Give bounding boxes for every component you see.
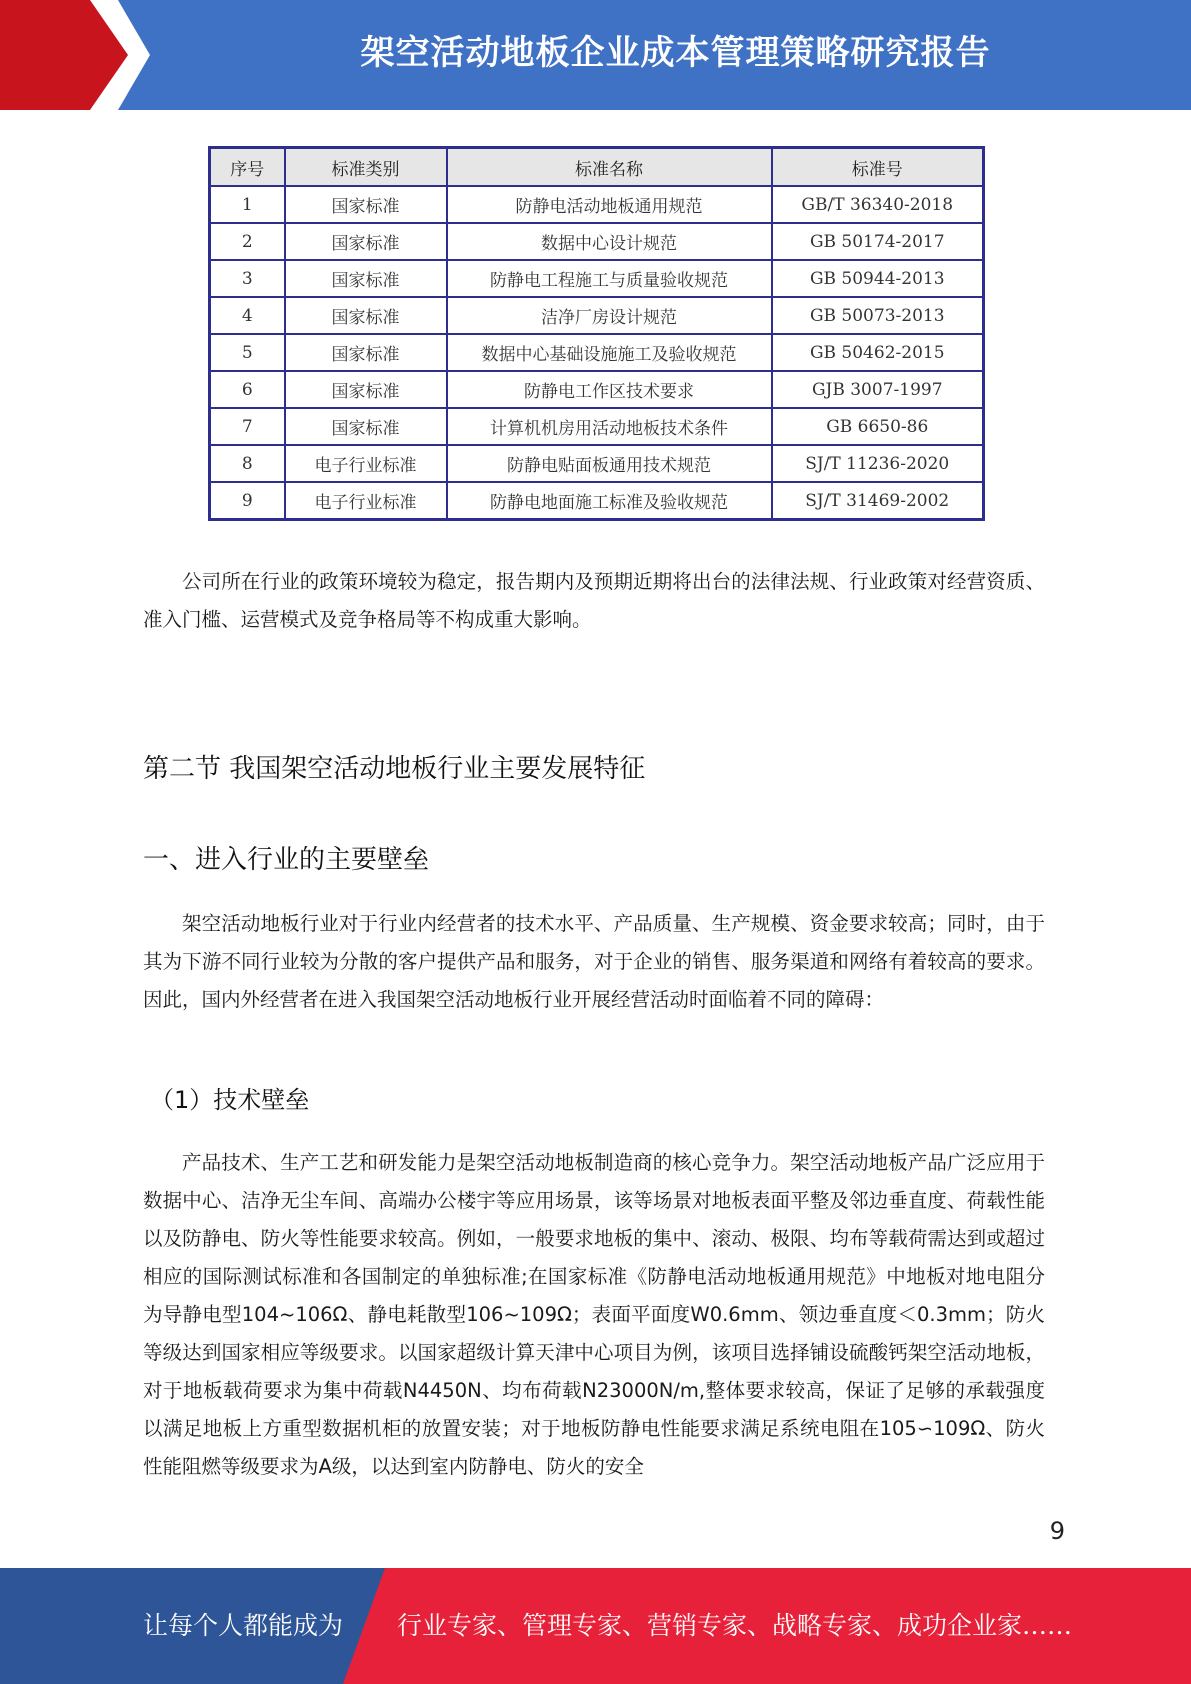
header-cell-name: 标准名称 — [447, 148, 772, 187]
tech-paragraph: 产品技术、生产工艺和研发能力是架空活动地板制造商的核心竞争力。架空活动地板产品广泛应用于数据中心、洁净无尘车间、高端办公楼宇等应用场景，该等场景对地板表面平整及邻边垂直度、荷载性能以及防静电、防火等性能要求较高。例如，一般要求地板的集中、滚动、极限、均布等载荷需达到或超过相应的国际测试标准和各国制定的单独标准;在国家标准《防静电活动地板通用规范》中地板对地电阻分为导静电型104~106Ω、静电耗散型106~109Ω；表面平面度W0.6mm、领边垂直度＜0.3mm；防火等级达到国家相应等级要求。以国家超级计算天津中心项目为例，该项目选择铺设硫酸钙架空活动地板，对于地板载荷要求为集中荷载N4450N、均布荷载N23000N/m,整体要求较高，保证了足够的承载强度以满足地板上方重型数据机柜的放置安装；对于地板防静电性能要求满足系统电阻在105∽109Ω、防火性能阻燃等级要求为A级，以达到室内防静电、防火的安全 — [143, 1151, 1045, 1478]
table-row — [210, 186, 984, 223]
cell-category: 电子行业标准 — [285, 482, 447, 520]
cell-index: 4 — [210, 297, 285, 334]
standards-table — [208, 146, 985, 521]
cell-category: 国家标准 — [285, 260, 447, 297]
header-banner — [0, 0, 1191, 110]
page-number: 9 — [1049, 1517, 1065, 1545]
table-row — [210, 408, 984, 445]
table-row — [210, 297, 984, 334]
cell-name: 防静电工作区技术要求 — [447, 371, 772, 408]
footer-slogan-right: 行业专家、管理专家、营销专家、战略专家、成功企业家…… — [397, 1611, 1073, 1640]
cell-name: 防静电贴面板通用技术规范 — [447, 445, 772, 482]
cell-index: 2 — [210, 223, 285, 260]
cell-category: 国家标准 — [285, 371, 447, 408]
cell-index: 1 — [210, 186, 285, 223]
cell-category: 电子行业标准 — [285, 445, 447, 482]
table-row — [210, 260, 984, 297]
cell-code: GB 50944-2013 — [772, 260, 984, 297]
cell-code: GB 50174-2017 — [772, 223, 984, 260]
table-row — [210, 482, 984, 520]
cell-code: SJ/T 31469-2002 — [772, 482, 984, 520]
cell-code: GB 50462-2015 — [772, 334, 984, 371]
report-title: 架空活动地板企业成本管理策略研究报告 — [360, 33, 991, 73]
footer-slogan-left: 让每个人都能成为 — [143, 1611, 344, 1640]
subsub-heading: （1）技术壁垒 — [150, 1086, 310, 1114]
header-cell-category: 标准类别 — [285, 148, 447, 187]
barrier-paragraph: 架空活动地板行业对于行业内经营者的技术水平、产品质量、生产规模、资金要求较高；同时，由于其为下游不同行业较为分散的客户提供产品和服务，对于企业的销售、服务渠道和网络有着较高的要求。因此，国内外经营者在进入我国架空活动地板行业开展经营活动时面临着不同的障碍： — [143, 912, 1045, 1011]
table-header-row — [210, 148, 984, 187]
cell-name: 计算机机房用活动地板技术条件 — [447, 408, 772, 445]
footer-banner — [0, 1568, 1191, 1684]
cell-name: 数据中心设计规范 — [447, 223, 772, 260]
cell-category: 国家标准 — [285, 223, 447, 260]
cell-code: GJB 3007-1997 — [772, 371, 984, 408]
cell-category: 国家标准 — [285, 334, 447, 371]
cell-category: 国家标准 — [285, 186, 447, 223]
cell-name: 洁净厂房设计规范 — [447, 297, 772, 334]
cell-index: 7 — [210, 408, 285, 445]
cell-index: 6 — [210, 371, 285, 408]
header-cell-code: 标准号 — [772, 148, 984, 187]
sub-heading: 一、进入行业的主要壁垒 — [143, 845, 430, 875]
cell-index: 5 — [210, 334, 285, 371]
policy-paragraph: 公司所在行业的政策环境较为稳定，报告期内及预期近期将出台的法律法规、行业政策对经营资质、准入门槛、运营模式及竞争格局等不构成重大影响。 — [143, 570, 1045, 631]
section-heading: 第二节 我国架空活动地板行业主要发展特征 — [143, 754, 646, 784]
table-row — [210, 371, 984, 408]
cell-name: 防静电工程施工与质量验收规范 — [447, 260, 772, 297]
cell-category: 国家标准 — [285, 408, 447, 445]
table-row — [210, 223, 984, 260]
table-row — [210, 334, 984, 371]
cell-category: 国家标准 — [285, 297, 447, 334]
cell-name: 防静电地面施工标准及验收规范 — [447, 482, 772, 520]
cell-name: 防静电活动地板通用规范 — [447, 186, 772, 223]
cell-index: 8 — [210, 445, 285, 482]
table-row — [210, 445, 984, 482]
cell-code: SJ/T 11236-2020 — [772, 445, 984, 482]
cell-code: GB 6650-86 — [772, 408, 984, 445]
cell-code: GB/T 36340-2018 — [772, 186, 984, 223]
header-cell-index: 序号 — [210, 148, 285, 187]
cell-code: GB 50073-2013 — [772, 297, 984, 334]
cell-index: 3 — [210, 260, 285, 297]
cell-name: 数据中心基础设施施工及验收规范 — [447, 334, 772, 371]
cell-index: 9 — [210, 482, 285, 520]
